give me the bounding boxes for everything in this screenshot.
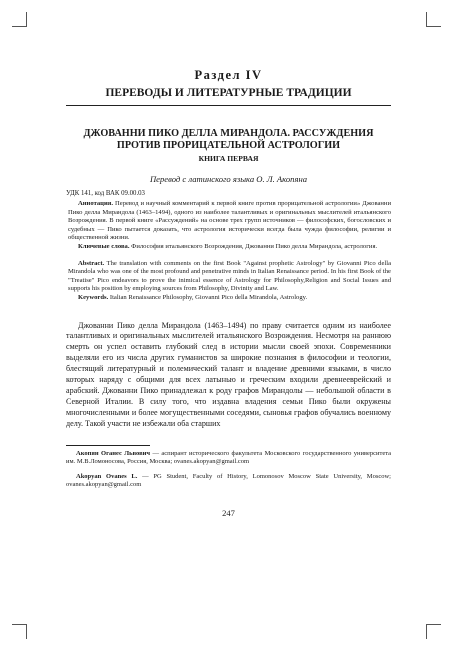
keywords-ru [68, 243, 391, 252]
crop-mark-bottom-left [12, 624, 27, 639]
abstract-en-label: Abstract. [78, 259, 105, 267]
footnote-author-ru [66, 450, 391, 467]
page-number: 247 [222, 507, 235, 518]
footnote-author-ru-text: — аспирант исторического факультета Московского государственного университета им. М.В.Ломоносова, Россия, Москва; ovanes.akopyan@gmail.com [66, 449, 392, 466]
abstract-ru-text [68, 200, 391, 243]
keywords-ru-label: Ключевые слова. [78, 242, 130, 250]
abstract-ru-label: Аннотация. [78, 200, 114, 207]
translation-note: Перевод с латинского языка О. Л. Акопяна [149, 174, 308, 184]
footnote-author-en [66, 473, 391, 490]
keywords-en [68, 294, 391, 303]
footnote-author-ru-name: Акопян Оганес Львович [76, 449, 151, 457]
keywords-en-label: Keywords. [78, 293, 109, 301]
abstract-en-text [68, 260, 391, 294]
crop-mark-top-right [426, 12, 441, 27]
article-title: ДЖОВАННИ ПИКО ДЕЛЛА МИРАНДОЛА. РАССУЖДЕНИЯ ПРОТИВ ПРОРИЦАТЕЛЬНОЙ АСТРОЛОГИИ [83, 128, 374, 151]
body-paragraph: Джованни Пико делла Мирандола (1463–1494) по праву считается одним из наиболее талантливых и оригинальных мыслителей итальянского Возрождения. Несмотря на раннюю смерть он успел оставить глубокий след в истории мысли своей эпохи. Современники выделяли его из числа других гуманистов за широкие познания в философии и теологии, блестящий литературный и полемический талант и владение древними языками, в число которых наряду с общими для всех латынью и греческим входили древнееврейский и арабский. Джованни Пико принадлежал к роду графов Мирандолы — небольшой области в Северной Италии. В силу того, что издавна владения семьи Пико были окружены многочисленными и более могущественными соседями, сыновья графов обучались военному делу. Такой участи не избежали оба старших [66, 320, 391, 428]
abstract-ru-body: Перевод и научный комментарий к первой книге против прорицательной астрологии» Джованни Пико делла Мирандола (1463–1494), одного из наиболее талантливых и оригинальных мыслителей итальянского Возрождения. В первой книге «Рассуждений» на основе трех групп источников — философских, богословских и судебных — Пико пытается доказать, что астрология исторически всегда была чужда философии, религии и общественной жизни. [68, 200, 391, 242]
abstract-en [68, 260, 391, 303]
footnote-author-en-text: — PG Student, Faculty of History, Lomonosov Moscow State University, Moscow; ovanes.akopyan@gmail.com [66, 472, 391, 489]
footnote-author-en-name: Akopyan Ovanes L. [76, 472, 138, 480]
udk-code: УДК 141, код ВАК 09.00.03 [66, 190, 145, 197]
main-text [66, 321, 391, 430]
section-label: Раздел IV [194, 68, 263, 82]
crop-mark-top-left [12, 12, 27, 27]
abstract-ru [68, 200, 391, 252]
section-title: ПЕРЕВОДЫ И ЛИТЕРАТУРНЫЕ ТРАДИЦИИ [66, 87, 391, 106]
keywords-ru-body: Философия итальянского Возрождения, Джованни Пико делла Мирандола, астрология. [129, 242, 378, 250]
crop-mark-bottom-right [426, 624, 441, 639]
abstract-en-body: The translation with comments on the first Book "Against prophetic Astrology" by Giovanni Pico della Mirandola who was one of the most profound and penetrative minds in Italian Renaissance period. In his first Book of the "Treatise" Pico endeavors to prove the inimical essence of Astrology for Philosophy,Religion and Social Issues and supports his position by employing sources from Philosophy, Divinity and Law. [68, 259, 391, 293]
keywords-en-body: Italian Renaissance Philosophy, Giovanni Pico della Mirandola, Astrology. [108, 293, 308, 301]
book-label: КНИГА ПЕРВАЯ [198, 154, 259, 163]
footnote-divider [66, 445, 150, 446]
journal-page [66, 68, 391, 518]
